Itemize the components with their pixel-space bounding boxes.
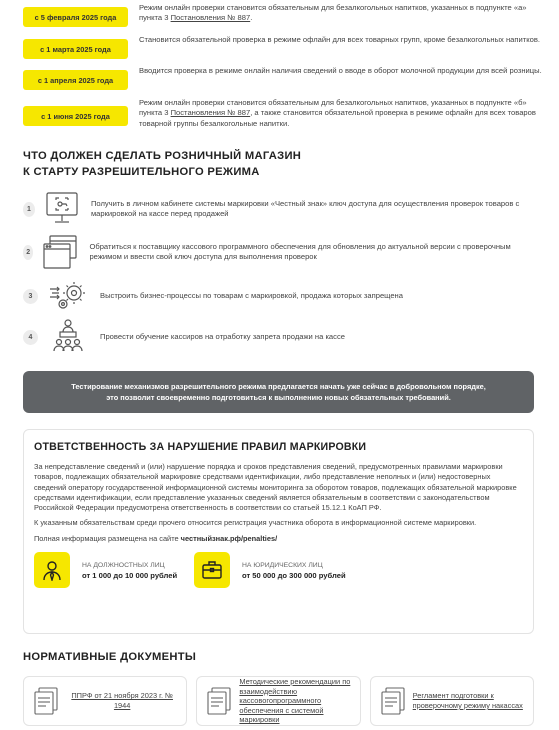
- regulation-link[interactable]: Постановления № 887: [170, 13, 251, 23]
- document-link[interactable]: [370, 676, 534, 726]
- timeline-item: [23, 35, 543, 59]
- timeline-text: Режим онлайн проверки становится обязательным для безалкогольных напитков, указанных в подпункте «б» пункта 3 Постановления № 887, а также становится обязательной проверка в режиме офлайн для всех товаров товарной группы безалкогольные напитки.: [139, 98, 536, 128]
- fines-row: [34, 552, 523, 588]
- software-window-icon: [41, 232, 79, 272]
- fine-label: НА ЮРИДИЧЕСКИХ ЛИЦ: [242, 561, 323, 569]
- timeline-text: Становится обязательной проверка в режиме офлайн для всех товарных групп, кроме безалкогольных напитков.: [139, 35, 540, 44]
- date-badge: с 1 июня 2025 года: [23, 106, 128, 126]
- responsibility-paragraph: За непредставление сведений и (или) нарушение порядка и сроков представления сведений, предусмотренных правилами маркировки товаров, подлежащих обязательной маркировке средствами идентификации, либо представление неполных и (или) недостоверных сведений оператору государственной информационной системы мониторинга за оборотом товаров, подлежащих обязательной маркировке средствами идентификации, если представление указанных сведений является обязательным в соответствии с законодательством Российской Федерации предусмотрена ответственность в соответствии со статьей 15.12.1 КоАП РФ.: [34, 462, 517, 513]
- step-item: [23, 189, 543, 229]
- banner-line: Тестирование механизмов разрешительного режима предлагается начать уже сейчас в добровольном порядке,: [71, 382, 486, 391]
- monitor-key-icon: [43, 189, 81, 229]
- info-banner: [23, 371, 534, 413]
- section-title: ЧТО ДОЛЖЕН СДЕЛАТЬ РОЗНИЧНЫЙ МАГАЗИН К СТАРТУ РАЗРЕШИТЕЛЬНОГО РЕЖИМА: [23, 150, 302, 178]
- document-link[interactable]: [23, 676, 187, 726]
- document-title: Методические рекомендации по взаимодействию кассовогопрограммного обеспечения с системой маркировки: [239, 677, 351, 725]
- timeline-text: Вводится проверка в режиме онлайн наличия сведений о вводе в оборот молочной продукции для всей розницы.: [139, 66, 542, 75]
- training-group-icon: [46, 317, 90, 357]
- document-stack-icon: [32, 686, 60, 716]
- step-item: [23, 276, 543, 316]
- timeline-item: [23, 3, 543, 27]
- step-text: Провести обучение кассиров на отработку запрета продажи на кассе: [100, 331, 345, 341]
- document-stack-icon: [379, 686, 407, 716]
- banner-line: это позволит своевременно подготовиться к выполнению новых обязательных требований.: [106, 393, 451, 402]
- step-number: 2: [23, 245, 33, 260]
- date-badge: с 5 февраля 2025 года: [23, 7, 128, 27]
- step-number: 1: [23, 202, 35, 217]
- step-number: 3: [23, 289, 38, 304]
- fine-label: НА ДОЛЖНОСТНЫХ ЛИЦ: [82, 561, 165, 569]
- fine-amount: от 1 000 до 10 000 рублей: [82, 570, 178, 580]
- documents-title: НОРМАТИВНЫЕ ДОКУМЕНТЫ: [23, 651, 197, 663]
- document-title: Регламент подготовки к проверочному режиму накассах: [412, 691, 523, 710]
- timeline-text: Режим онлайн проверки становится обязательным для безалкогольных напитков, указанных в подпункте «а» пункта 3 Постановления № 887.: [139, 3, 527, 23]
- step-number: 4: [23, 330, 38, 345]
- responsibility-paragraph: К указанным обязательствам среди прочего относится регистрация участника оборота в информационной системе маркировки.: [34, 518, 477, 528]
- fine-officials: [34, 552, 194, 588]
- penalties-link[interactable]: честныйзнак.рф/penalties/: [180, 533, 278, 543]
- step-text: Получить в личном кабинете системы маркировки «Честный знак» ключ доступа для осуществления проверок товаров с маркировкой на кассе перед продажей: [90, 198, 520, 218]
- responsibility-card: [23, 429, 534, 634]
- regulation-link[interactable]: Постановления № 887: [170, 108, 251, 118]
- briefcase-icon: [194, 552, 230, 588]
- responsibility-title: ОТВЕТСТВЕННОСТЬ ЗА НАРУШЕНИЕ ПРАВИЛ МАРКИРОВКИ: [34, 441, 367, 453]
- timeline-item: [23, 98, 543, 129]
- date-badge: с 1 апреля 2025 года: [23, 70, 128, 90]
- responsibility-paragraph: Полная информация размещена на сайте честныйзнак.рф/penalties/: [34, 533, 278, 543]
- person-icon: [34, 552, 70, 588]
- step-text: Обратиться к поставщику кассового программного обеспечения для обновления до актуальной версии с проверочным режимом и ввести свой ключ доступа для выполнения проверок: [89, 241, 511, 261]
- document-stack-icon: [205, 686, 233, 716]
- step-item: [23, 317, 543, 357]
- documents-list: [23, 676, 534, 726]
- fine-amount: от 50 000 до 300 000 рублей: [242, 570, 346, 580]
- process-gears-icon: [46, 276, 90, 316]
- step-item: [23, 232, 543, 272]
- step-text: Выстроить бизнес-процессы по товарам с маркировкой, продажа которых запрещена: [100, 290, 403, 300]
- date-badge: с 1 марта 2025 года: [23, 39, 128, 59]
- document-title: ППРФ от 21 ноября 2023 г. № 1944: [71, 691, 173, 710]
- fine-legal-entities: [194, 552, 354, 588]
- timeline-item: [23, 66, 543, 90]
- document-link[interactable]: [196, 676, 360, 726]
